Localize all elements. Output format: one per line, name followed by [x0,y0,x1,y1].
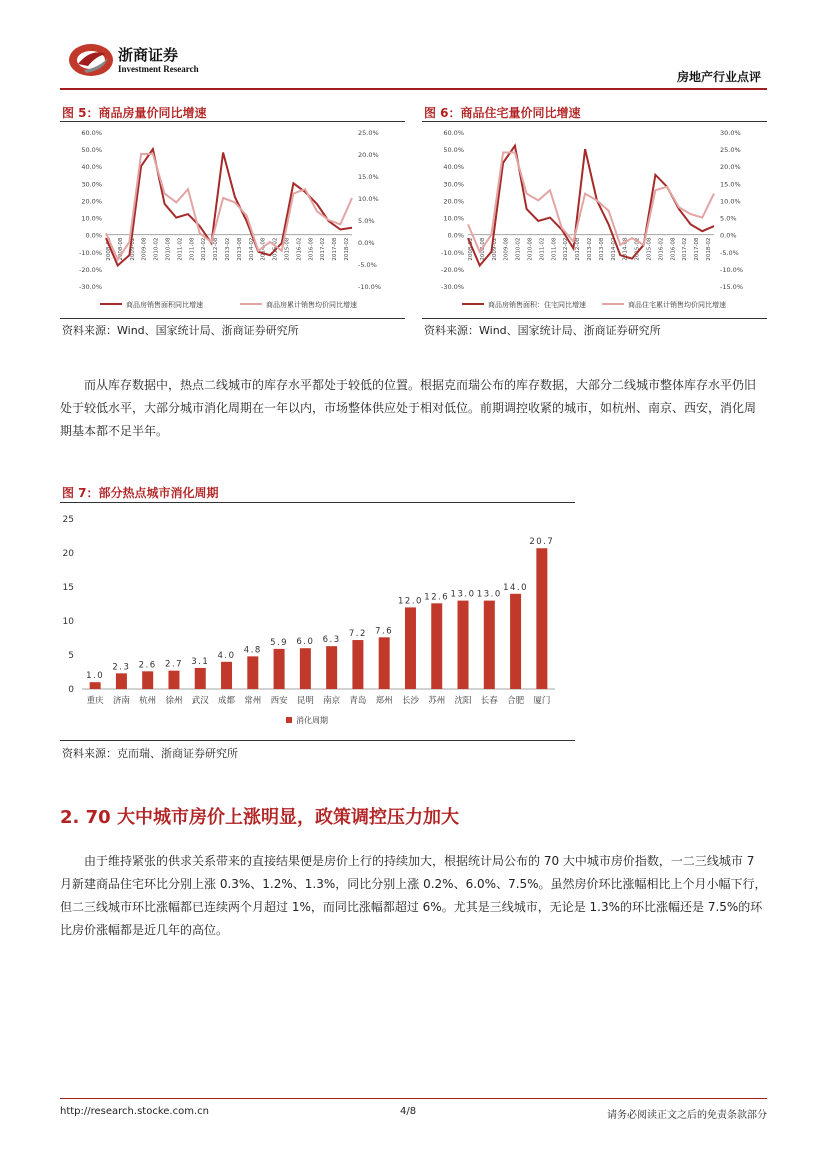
fig7-data-label: 12.6 [424,592,450,603]
fig7-bar-常州 [247,656,258,689]
fig7-data-label: 2.7 [164,659,183,670]
fig6-source: 资料来源：Wind、国家统计局、浙商证券研究所 [424,324,661,337]
fig5-y-left-tick: 0.0% [85,231,102,240]
fig5-bottom-rule [60,318,405,319]
fig5-x-tick: 2016-02 [296,237,303,261]
fig6-x-tick: 2017-08 [694,237,701,261]
fig7-x-tick: 成都 [218,696,236,706]
fig7-data-label: 3.1 [191,656,210,667]
fig5-y-left-tick: -10.0% [79,248,102,257]
fig7-bar-西安 [274,649,285,689]
fig7-data-label: 13.0 [476,589,502,600]
fig7-x-tick: 济南 [112,696,130,706]
fig7-data-label: 5.9 [270,637,289,648]
fig5-x-tick: 2012-02 [201,237,208,261]
fig5-y-right-tick: 20.0% [358,151,379,159]
fig6-y-right-tick: -5.0% [720,248,739,257]
fig7-x-tick: 长沙 [401,696,419,706]
fig7-data-label: 6.0 [296,637,315,648]
fig5-y-left-tick: -30.0% [79,283,102,291]
fig5-x-tick: 2017-08 [332,237,339,261]
fig6-y-left-tick: 10.0% [443,214,464,223]
fig7-x-tick: 重庆 [86,696,104,706]
fig6-y-left-tick: 40.0% [443,163,464,172]
body-paragraph-1: 而从库存数据中，热点二线城市的库存水平都处于较低的位置。根据克而瑞公布的库存数据，大部分二线城市整体库存水平仍旧处于较低水平，大部分城市消化周期在一年以内，市场整体供应处于相对低位。前期调控收紧的城市，如杭州、南京、西安，消化周期基本都不足半年。 [60,378,757,438]
footer-url[interactable]: http://research.stocke.com.cn [60,1106,209,1117]
fig7-bar-武汉 [195,668,206,689]
fig6-legend-label: 商品房销售面积：住宅同比增速 [488,301,586,309]
fig6-x-tick: 2015-08 [646,237,653,261]
fig7-y-tick: 0 [68,685,74,695]
fig6-y-left-tick: -30.0% [441,283,464,291]
fig7-y-tick: 25 [62,515,74,525]
fig5-x-tick: 2010-02 [153,237,160,261]
fig7-x-tick: 合肥 [507,696,525,706]
fig7-bar-长沙 [405,607,416,689]
fig5-y-left-tick: 40.0% [81,163,102,172]
fig5-y-right-tick: 15.0% [358,173,379,181]
fig7-bar-南京 [326,646,337,689]
fig6-y-right-tick: 30.0% [720,129,741,137]
fig7-data-label: 20.7 [529,537,555,548]
fig6-x-tick: 2018-02 [706,237,712,261]
fig6-y-left-tick: 20.0% [443,197,464,206]
fig6-x-tick: 2012-02 [563,237,570,261]
fig5-x-tick: 2008-08 [117,237,124,261]
fig7-x-tick: 郑州 [375,696,393,706]
fig6-y-right-tick: 0.0% [720,231,737,240]
fig5-y-left-tick: 10.0% [81,214,102,223]
fig7-bar-苏州 [431,603,442,689]
fig6-y-right-tick: 20.0% [720,163,741,172]
fig5-top-rule [60,121,405,122]
fig6-y-left-tick: -20.0% [441,265,464,274]
page-number: 4/8 [400,1106,417,1117]
section-heading: 2. 70 大中城市房价上涨明显，政策调控压力加大 [60,807,459,828]
fig7-data-label: 2.6 [138,660,157,671]
fig5-x-tick: 2018-02 [344,237,350,261]
fig7-y-tick: 20 [62,549,74,559]
fig6-y-right-tick: 5.0% [720,214,737,223]
fig7-bar-郑州 [379,637,390,689]
fig5-y-right-tick: 25.0% [358,129,379,137]
fig7-bar-徐州 [168,671,179,689]
fig6-x-tick: 2016-02 [658,237,665,261]
fig7-x-tick: 青岛 [349,696,367,706]
fig6-x-tick: 2008-08 [479,237,486,261]
fig7-x-tick: 杭州 [139,696,157,706]
fig7-data-label: 12.0 [398,596,423,607]
fig6-y-right-tick: -10.0% [720,265,743,274]
fig5-x-tick: 2009-08 [141,237,148,261]
fig7-x-tick: 武汉 [191,696,209,706]
fig7-bar-成都 [221,662,232,689]
fig5-x-tick: 2015-08 [284,237,291,261]
fig5-x-tick: 2016-08 [308,237,315,261]
fig7-legend-swatch [286,717,292,723]
footer-disclaimer: 请务必阅读正文之后的免责条款部分 [607,1110,767,1121]
fig7-top-rule [60,502,575,503]
fig5-title: 图 5：商品房量价同比增速 [62,106,207,120]
fig7-bar-昆明 [300,648,311,689]
fig7-bar-合肥 [510,594,521,689]
fig6-y-right-tick: -15.0% [720,283,743,291]
fig6-y-left-tick: 0.0% [447,231,464,240]
fig7-bar-杭州 [142,671,153,689]
fig6-x-tick: 2013-02 [587,237,593,261]
fig7-y-tick: 5 [68,651,74,661]
fig6-legend-label: 商品住宅累计销售均价同比增速 [628,301,726,309]
fig5-y-left-tick: 30.0% [81,180,102,189]
fig6-y-right-tick: 25.0% [720,146,741,155]
fig5-x-tick: 2012-08 [213,237,220,261]
fig5-x-tick: 2014-08 [260,237,267,261]
fig5-legend-label: 商品房累计销售均价同比增速 [266,301,357,309]
fig5-x-tick: 2015-02 [272,237,279,261]
fig6-y-left-tick: 60.0% [443,129,464,137]
fig6-chart [422,124,767,316]
fig5-y-left-tick: 20.0% [81,197,102,206]
fig7-y-tick: 15 [62,583,74,593]
fig6-x-tick: 2009-02 [491,237,498,261]
fig6-y-left-tick: -10.0% [441,248,464,257]
fig5-y-left-tick: 50.0% [81,146,102,155]
fig7-x-tick: 沈阳 [454,696,472,706]
fig6-bottom-rule [422,318,767,319]
fig6-series-2 [468,153,714,252]
fig7-source: 资料来源：克而瑞、浙商证券研究所 [62,747,238,760]
fig7-legend-label: 消化周期 [296,716,328,725]
header-divider [60,88,767,90]
fig5-y-left-tick: -20.0% [79,265,102,274]
fig5-y-right-tick: 5.0% [358,217,375,225]
footer-divider [60,1098,767,1099]
fig5-y-right-tick: 10.0% [358,195,379,203]
fig6-x-tick: 2008-02 [468,237,474,261]
fig5-x-tick: 2009-02 [129,237,136,261]
fig6-top-rule [422,121,767,122]
fig6-x-tick: 2015-02 [634,237,641,261]
fig6-x-tick: 2014-08 [622,237,629,261]
fig5-x-tick: 2014-02 [248,237,255,261]
fig6-y-left-tick: 50.0% [443,146,464,155]
fig6-title: 图 6：商品住宅量价同比增速 [424,106,581,120]
fig7-bar-沈阳 [458,601,469,689]
report-category: 房地产行业点评 [676,70,761,84]
fig7-title: 图 7：部分热点城市消化周期 [62,486,219,500]
fig7-bar-厦门 [536,548,547,689]
logo-subtext: Investment Research [118,64,199,74]
fig7-bottom-rule [60,740,575,741]
fig7-data-label: 13.0 [450,589,476,600]
fig7-data-label: 1.0 [86,671,105,682]
fig7-data-label: 2.3 [112,662,131,673]
fig7-bar-重庆 [90,682,101,689]
fig7-data-label: 14.0 [503,582,529,593]
fig7-x-tick: 厦门 [533,696,551,706]
fig7-x-tick: 昆明 [296,696,314,706]
fig6-x-tick: 2010-08 [527,237,534,261]
fig6-x-tick: 2011-02 [539,237,546,261]
fig6-y-right-tick: 15.0% [720,180,741,189]
fig5-source: 资料来源：Wind、国家统计局、浙商证券研究所 [62,324,299,337]
fig5-y-right-tick: -10.0% [358,283,381,291]
fig6-x-tick: 2013-08 [598,237,605,261]
fig7-chart [60,505,575,735]
logo-icon [66,40,116,78]
fig5-y-right-tick: 0.0% [358,239,375,247]
fig7-data-label: 4.0 [217,650,236,661]
fig6-x-tick: 2010-02 [515,237,522,261]
fig5-y-right-tick: -5.0% [358,261,377,269]
fig7-data-label: 7.6 [375,626,394,637]
fig5-chart [60,124,405,316]
fig7-x-tick: 苏州 [428,696,446,706]
fig6-y-right-tick: 10.0% [720,197,741,206]
fig6-x-tick: 2012-08 [575,237,582,261]
fig6-x-tick: 2016-08 [670,237,677,261]
fig7-x-tick: 西安 [270,696,288,706]
fig7-data-label: 6.3 [322,635,341,646]
fig7-data-label: 4.8 [243,645,262,656]
fig5-x-tick: 2010-08 [165,237,172,261]
fig6-x-tick: 2009-08 [503,237,510,261]
fig7-y-tick: 10 [62,617,74,627]
fig7-bar-济南 [116,673,127,689]
fig6-x-tick: 2014-02 [610,237,617,261]
fig6-x-tick: 2017-02 [682,237,689,261]
fig5-x-tick: 2013-02 [225,237,231,261]
body-paragraph-2: 由于维持紧张的供求关系带来的直接结果便是房价上行的持续加大，根据统计局公布的 70 大中城市房价指数，一二三线城市 7 月新建商品住宅环比分别上涨 0.3%、1.2%、1.3%，同比分别上涨 0.2%、6.0%、7.5%。虽然房价环比涨幅相比上个月小幅下行，但二三线城市环比涨幅都已连续两个月超过 1%，而同比涨幅都超过 6%。尤其是三线城市，无论是 1.3%的环比涨幅还是 7.5%的环比房价涨幅都是近几年的高位。 [60,854,767,937]
fig7-bar-青岛 [352,640,363,689]
fig7-x-tick: 常州 [244,696,262,706]
fig5-x-tick: 2017-02 [320,237,327,261]
fig7-data-label: 7.2 [348,629,367,640]
fig5-x-tick: 2011-02 [177,237,184,261]
fig7-x-tick: 南京 [323,696,341,706]
fig5-x-tick: 2013-08 [236,237,243,261]
fig7-x-tick: 长春 [480,696,498,706]
fig5-x-tick: 2008-02 [106,237,112,261]
fig5-x-tick: 2011-08 [189,237,196,261]
fig7-x-tick: 徐州 [165,696,183,706]
fig5-legend-label: 商品房销售面积同比增速 [126,301,203,309]
fig5-y-left-tick: 60.0% [81,129,102,137]
fig6-x-tick: 2011-08 [551,237,558,261]
fig6-y-left-tick: 30.0% [443,180,464,189]
fig7-bar-长春 [484,601,495,689]
logo-text: 浙商证券 [118,46,179,64]
